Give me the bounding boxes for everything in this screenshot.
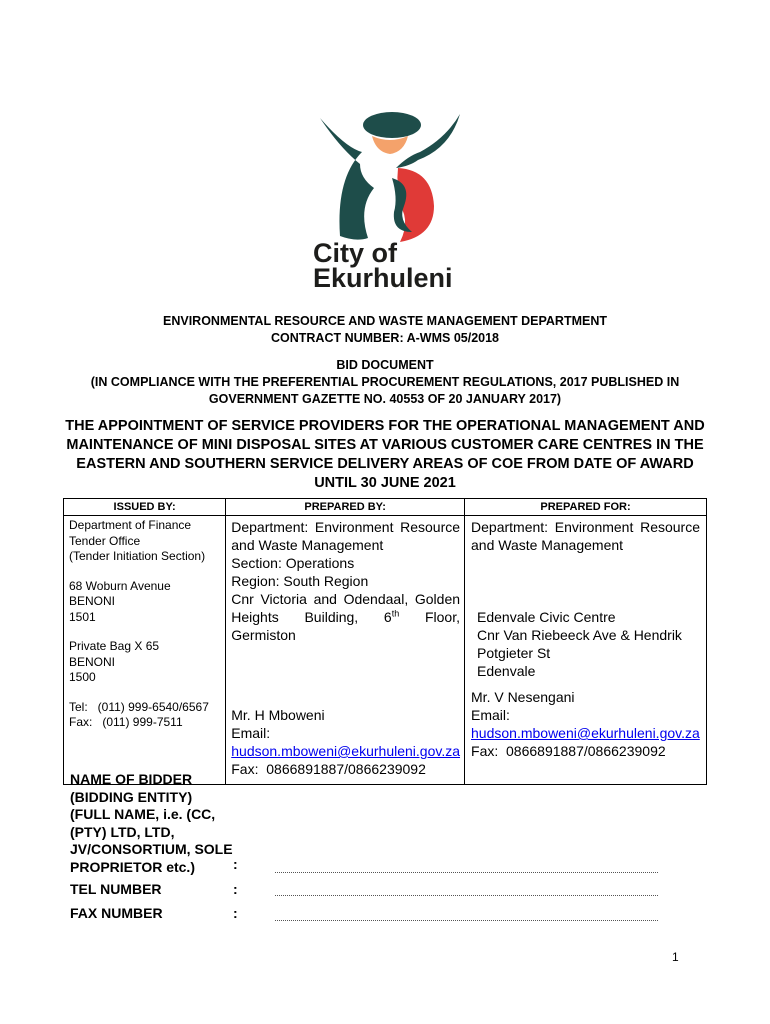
preparer-address-main: Cnr Victoria and Odendaal, Golden Heights Building, 6 — [231, 591, 461, 625]
title-line-1: THE APPOINTMENT OF SERVICE PROVIDERS FOR THE OPERATIONAL MANAGEMENT AND — [65, 418, 705, 434]
preparer-email-link[interactable]: hudson.mboweni@ekurhuleni.gov.za — [231, 743, 461, 759]
department-heading — [60, 313, 710, 347]
bidder-line: (BIDDING ENTITY) — [70, 788, 193, 805]
city-logo — [300, 108, 470, 298]
preparer-address-sup: th — [391, 608, 400, 619]
preparer-region: Region: South Region — [231, 573, 369, 589]
bid-document-label: BID DOCUMENT — [336, 358, 434, 372]
title-line-4: UNTIL 30 JUNE 2021 — [314, 475, 456, 491]
tel-number-field[interactable] — [275, 895, 658, 896]
contract-number: CONTRACT NUMBER: A-WMS 05/2018 — [270, 331, 500, 345]
preparer-fax: Fax: 0866891887/0866239092 — [231, 761, 426, 777]
recipient-centre: Edenvale Civic Centre — [477, 609, 616, 625]
issuer-table — [63, 498, 707, 785]
page-number: 1 — [672, 950, 679, 964]
bidder-line: NAME OF BIDDER — [70, 771, 193, 787]
preparer-contact: Mr. H Mboweni — [231, 707, 325, 723]
title-line-2: MAINTENANCE OF MINI DISPOSAL SITES AT VARIOUS CUSTOMER CARE CENTRES IN THE — [66, 437, 704, 453]
preparer-address-end: Floor, Germiston — [231, 609, 461, 643]
issued-by-cell — [64, 516, 226, 785]
recipient-fax: Fax: 0866891887/0866239092 — [471, 743, 666, 759]
recipient-contact: Mr. V Nesengani — [471, 689, 575, 705]
issuer-table-header — [64, 499, 707, 516]
fax-colon: : — [233, 905, 238, 921]
issuer-table-body — [64, 516, 707, 785]
prepared-for-header: PREPARED FOR: — [465, 499, 707, 516]
department-name: ENVIRONMENTAL RESOURCE AND WASTE MANAGEMENT DEPARTMENT — [163, 314, 607, 328]
prepared-by-header: PREPARED BY: — [226, 499, 465, 516]
tel-number-label: TEL NUMBER — [70, 881, 162, 897]
preparer-address — [231, 590, 460, 644]
compliance-line-1: (IN COMPLIANCE WITH THE PREFERENTIAL PROCUREMENT REGULATIONS, 2017 PUBLISHED IN — [90, 375, 680, 389]
issuer-tel: Tel: (011) 999-6540/6567 — [69, 699, 209, 714]
issuer-fax: Fax: (011) 999-7511 — [69, 715, 183, 729]
bidder-line: (FULL NAME, i.e. (CC, — [70, 806, 216, 822]
logo-line-1: City of — [313, 238, 397, 268]
bidder-line: JV/CONSORTIUM, SOLE — [70, 841, 233, 857]
issuer-office: Tender Office — [69, 533, 141, 548]
recipient-town: Edenvale — [477, 663, 536, 679]
issuer-section: (Tender Initiation Section) — [69, 549, 206, 563]
issuer-code: 1501 — [69, 609, 96, 624]
preparer-email-label: Email: — [231, 725, 271, 741]
bid-document-heading — [60, 357, 710, 408]
recipient-address-1: Cnr Van Riebeeck Ave & Hendrik — [477, 627, 682, 643]
fax-number-label: FAX NUMBER — [70, 905, 163, 921]
bidder-colon: : — [233, 856, 238, 872]
issued-by-header: ISSUED BY: — [64, 499, 226, 516]
title-line-3: EASTERN AND SOUTHERN SERVICE DELIVERY AREAS OF COE FROM DATE OF AWARD — [76, 456, 694, 472]
issuer-department: Department of Finance — [69, 518, 192, 532]
bidder-line: (PTY) LTD, LTD, — [70, 823, 175, 840]
compliance-line-2: GOVERNMENT GAZETTE NO. 40553 OF 20 JANUARY 2017) — [208, 392, 562, 406]
issuer-street: 68 Woburn Avenue — [69, 578, 171, 593]
issuer-bag-city: BENONI — [69, 654, 116, 669]
preparer-department: Department: Environment Resource and Waste Management — [231, 519, 461, 553]
recipient-email-label: Email: — [471, 707, 510, 723]
tel-colon: : — [233, 881, 238, 897]
recipient-email-link[interactable]: hudson.mboweni@ekurhuleni.gov.za — [471, 725, 700, 741]
issuer-private-bag: Private Bag X 65 — [69, 639, 160, 653]
recipient-address-2: Potgieter St — [477, 645, 551, 661]
recipient-department: Department: Environment Resource and Waste Management — [471, 519, 700, 553]
issuer-bag-code: 1500 — [69, 670, 96, 684]
bidder-name-label — [70, 771, 233, 876]
city-emblem-icon — [300, 108, 470, 248]
document-title — [60, 417, 710, 493]
fax-number-field[interactable] — [275, 920, 658, 921]
prepared-for-cell — [465, 516, 707, 785]
bidder-line: PROPRIETOR etc.) — [70, 858, 195, 875]
issuer-city: BENONI — [69, 594, 116, 608]
bidder-name-field[interactable] — [275, 872, 658, 873]
preparer-section: Section: Operations — [231, 555, 355, 571]
prepared-by-cell — [226, 516, 465, 785]
logo-line-2: Ekurhuleni — [313, 263, 453, 293]
